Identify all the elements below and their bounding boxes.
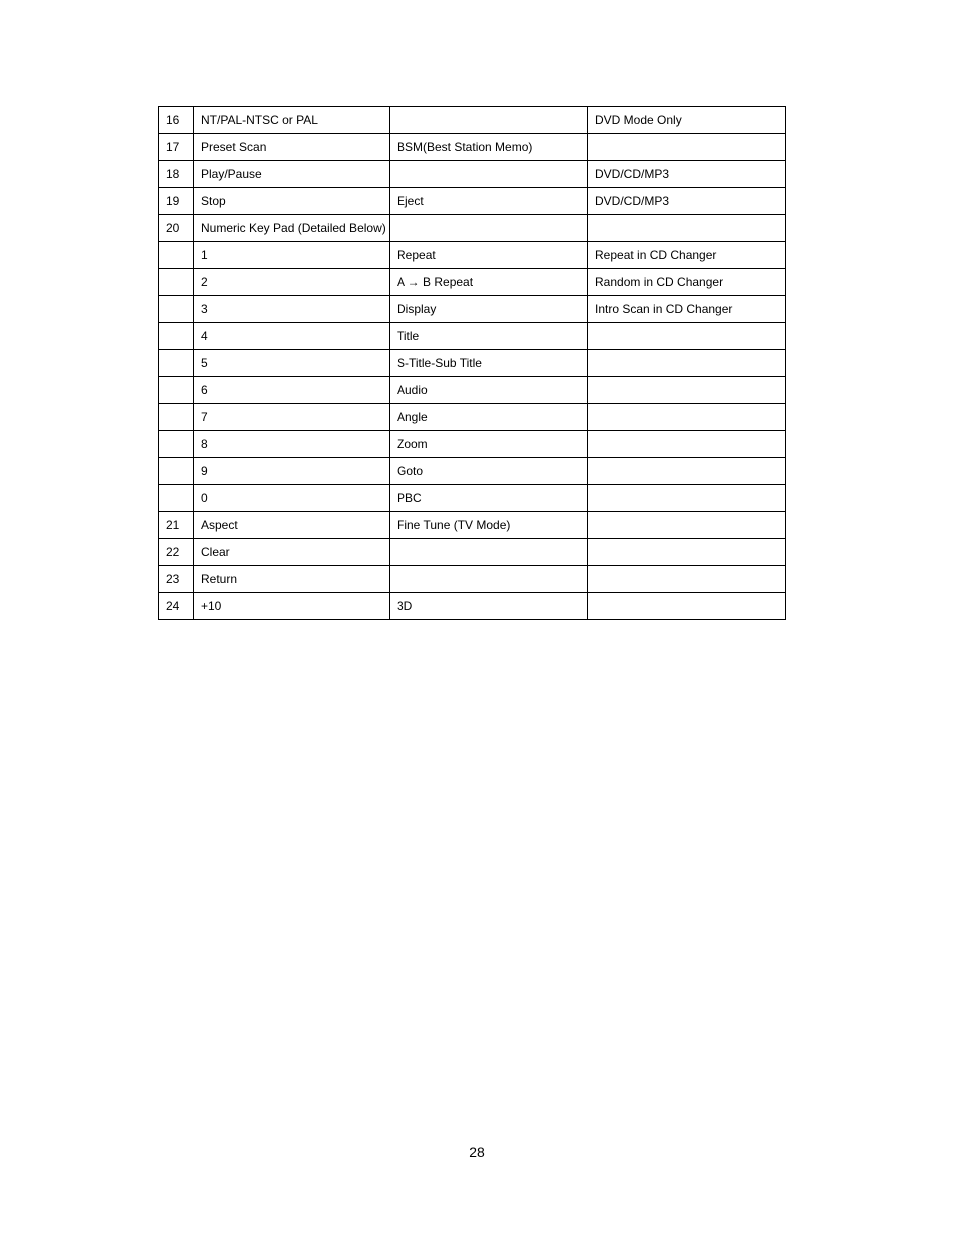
second-function-cell: BSM(Best Station Memo) [390,134,588,161]
key-function-cell: 7 [194,404,390,431]
note-cell [588,377,786,404]
row-number-cell [159,242,194,269]
key-function-cell: 0 [194,485,390,512]
note-cell: Repeat in CD Changer [588,242,786,269]
row-number-cell: 18 [159,161,194,188]
table-row [159,242,786,269]
key-function-cell: 9 [194,458,390,485]
note-cell [588,539,786,566]
note-cell: DVD Mode Only [588,107,786,134]
table-row [159,215,786,242]
page-number: 28 [469,1144,485,1160]
key-function-cell: Numeric Key Pad (Detailed Below) [194,215,390,242]
row-number-cell: 24 [159,593,194,620]
key-function-cell: 4 [194,323,390,350]
key-function-cell: Play/Pause [194,161,390,188]
second-function-cell: S-Title-Sub Title [390,350,588,377]
table-row [159,377,786,404]
second-function-cell: Audio [390,377,588,404]
row-number-cell [159,269,194,296]
row-number-cell [159,377,194,404]
remote-function-table [158,106,786,620]
row-number-cell: 20 [159,215,194,242]
note-cell [588,431,786,458]
note-cell [588,566,786,593]
note-cell [588,458,786,485]
table-row [159,134,786,161]
table-row [159,296,786,323]
second-function-cell: A → B Repeat [390,269,588,296]
row-number-cell: 21 [159,512,194,539]
key-function-cell: Clear [194,539,390,566]
note-cell [588,485,786,512]
table-row [159,161,786,188]
note-cell [588,350,786,377]
row-number-cell: 19 [159,188,194,215]
row-number-cell: 23 [159,566,194,593]
table-row [159,404,786,431]
note-cell [588,512,786,539]
second-function-cell: Display [390,296,588,323]
second-function-cell [390,215,588,242]
key-function-cell: Stop [194,188,390,215]
second-function-cell: Eject [390,188,588,215]
second-function-cell: PBC [390,485,588,512]
table-body [159,107,786,620]
row-number-cell [159,431,194,458]
key-function-cell: 3 [194,296,390,323]
second-function-cell: Title [390,323,588,350]
row-number-cell [159,485,194,512]
note-cell [588,593,786,620]
note-cell [588,215,786,242]
table-row [159,512,786,539]
second-function-cell: Goto [390,458,588,485]
key-function-cell: 2 [194,269,390,296]
table-row [159,188,786,215]
key-function-cell: +10 [194,593,390,620]
note-cell [588,404,786,431]
row-number-cell: 17 [159,134,194,161]
table-row [159,458,786,485]
table-row [159,269,786,296]
key-function-cell: Return [194,566,390,593]
row-number-cell: 16 [159,107,194,134]
row-number-cell [159,404,194,431]
key-function-cell: 1 [194,242,390,269]
row-number-cell [159,350,194,377]
second-function-cell: Repeat [390,242,588,269]
table-row [159,350,786,377]
key-function-cell: Aspect [194,512,390,539]
table-row [159,431,786,458]
second-function-cell: Fine Tune (TV Mode) [390,512,588,539]
note-cell: DVD/CD/MP3 [588,188,786,215]
row-number-cell [159,458,194,485]
row-number-cell [159,296,194,323]
second-function-cell: Zoom [390,431,588,458]
key-function-cell: 5 [194,350,390,377]
note-cell [588,134,786,161]
note-cell: Random in CD Changer [588,269,786,296]
second-function-cell [390,161,588,188]
table-row [159,539,786,566]
table-row [159,485,786,512]
row-number-cell: 22 [159,539,194,566]
second-function-cell [390,566,588,593]
second-function-cell [390,539,588,566]
note-cell [588,323,786,350]
key-function-cell: NT/PAL-NTSC or PAL [194,107,390,134]
table-row [159,566,786,593]
key-function-cell: 6 [194,377,390,404]
table-row [159,323,786,350]
table-row [159,107,786,134]
key-function-cell: 8 [194,431,390,458]
note-cell: DVD/CD/MP3 [588,161,786,188]
key-function-cell: Preset Scan [194,134,390,161]
row-number-cell [159,323,194,350]
table-row [159,593,786,620]
second-function-cell [390,107,588,134]
second-function-cell: 3D [390,593,588,620]
note-cell: Intro Scan in CD Changer [588,296,786,323]
second-function-cell: Angle [390,404,588,431]
